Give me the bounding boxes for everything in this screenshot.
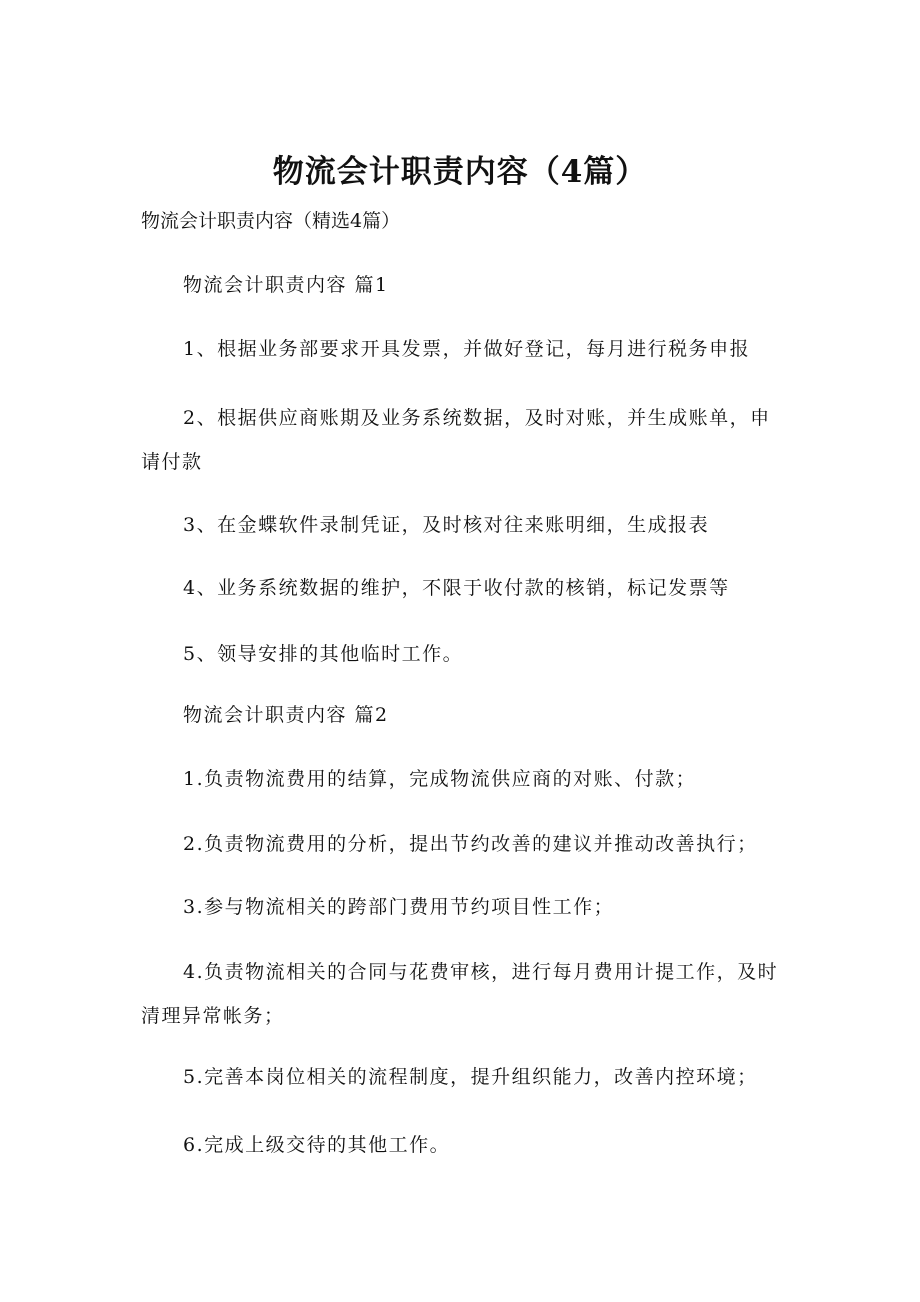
document-subtitle: 物流会计职责内容（精选4篇） [141,210,401,232]
section2-item-1: 1.负责物流费用的结算，完成物流供应商的对账、付款； [183,768,697,790]
section1-item-3: 3、在金蝶软件录制凭证，及时核对往来账明细，生成报表 [183,514,710,536]
section1-heading: 物流会计职责内容 篇1 [183,274,389,296]
section1-item-4: 4、业务系统数据的维护，不限于收付款的核销，标记发票等 [183,577,730,599]
section1-item-5: 5、领导安排的其他临时工作。 [183,643,464,665]
section2-item-6: 6.完成上级交待的其他工作。 [183,1134,451,1156]
section2-item-2: 2.负责物流费用的分析，提出节约改善的建议并推动改善执行； [183,833,758,855]
section1-item-2: 2、根据供应商账期及业务系统数据，及时对账，并生成账单，申请付款 [141,407,771,473]
section2-item-3: 3.参与物流相关的跨部门费用节约项目性工作； [183,896,615,918]
section2-heading: 物流会计职责内容 篇2 [183,704,389,726]
section2-item-4: 4.负责物流相关的合同与花费审核，进行每月费用计提工作，及时清理异常帐务； [141,961,779,1027]
document-title: 物流会计职责内容（4篇） [272,154,648,190]
section2-item-5: 5.完善本岗位相关的流程制度，提升组织能力，改善内控环境； [183,1066,758,1088]
section1-item-1: 1、根据业务部要求开具发票，并做好登记，每月进行税务申报 [183,338,751,360]
